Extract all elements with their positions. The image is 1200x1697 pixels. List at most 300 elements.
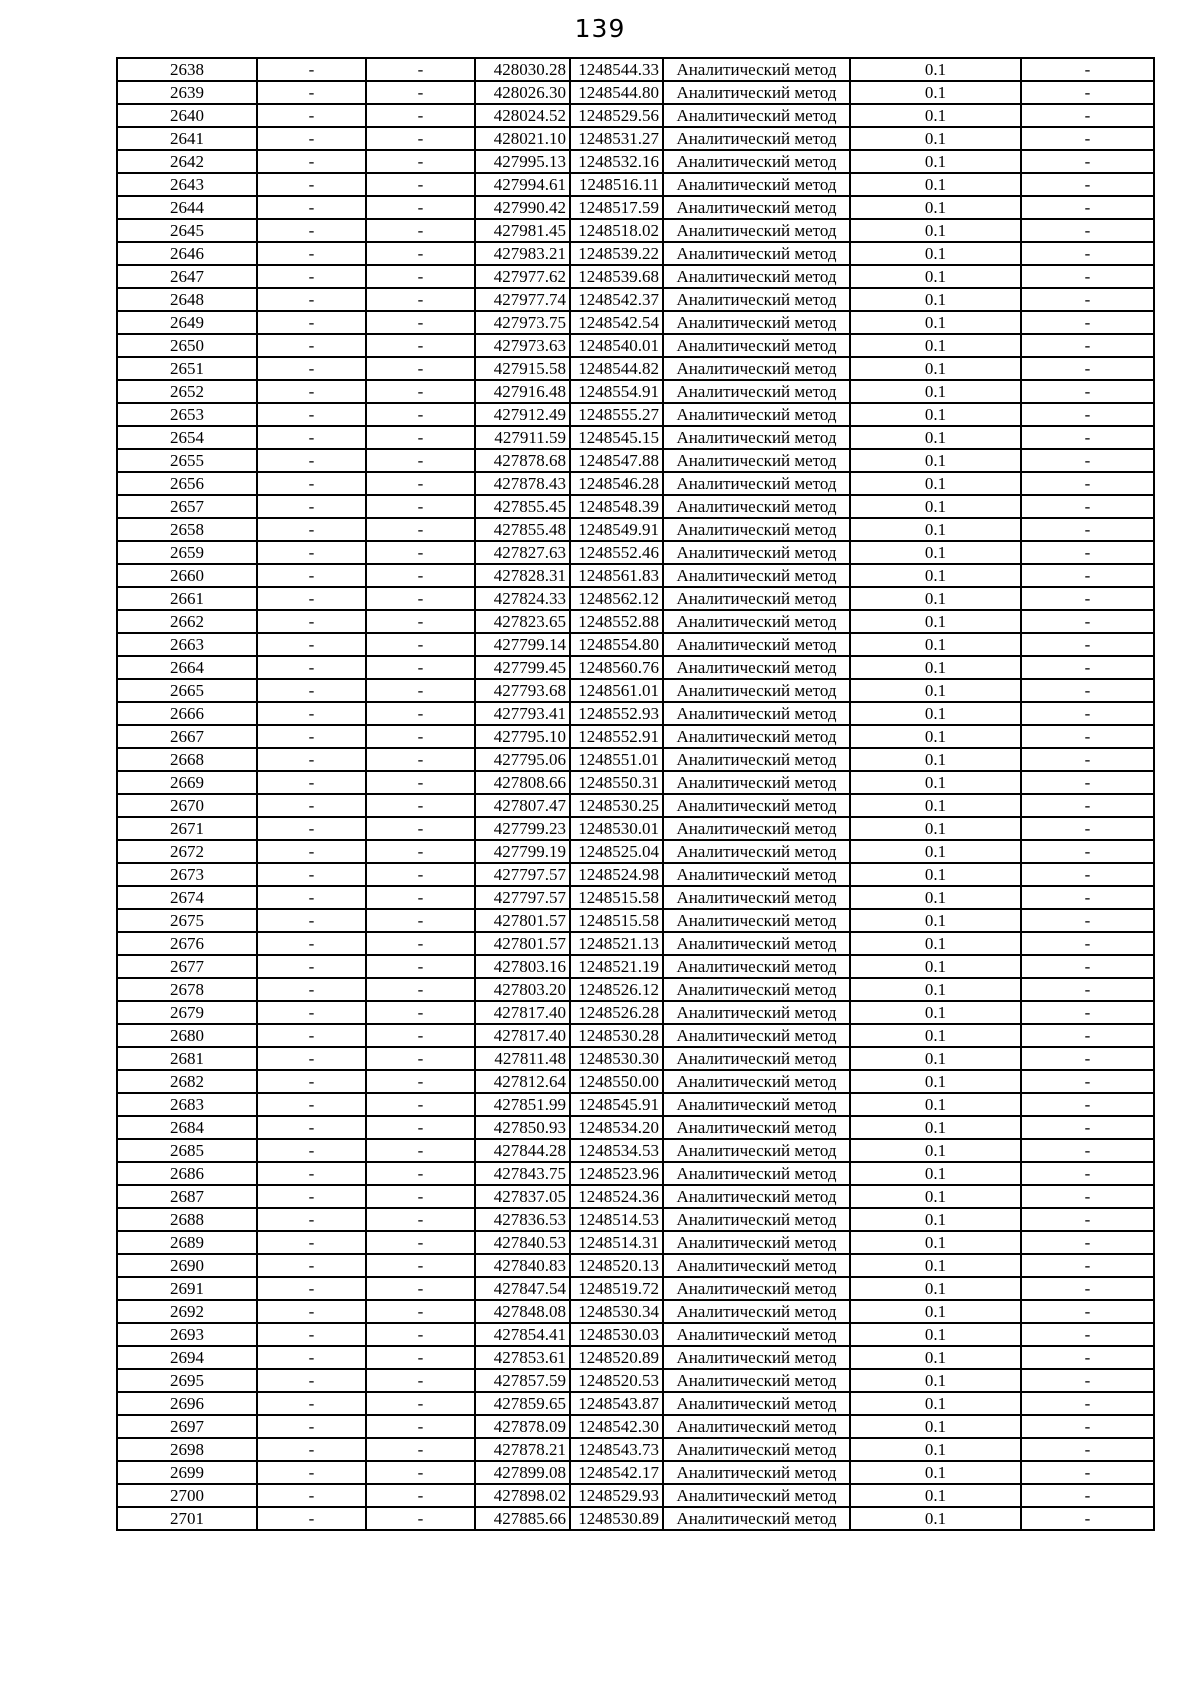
accuracy-cell: 0.1 <box>850 1300 1021 1323</box>
description-cell: - <box>1021 748 1154 771</box>
dash-cell: - <box>257 794 366 817</box>
table-row <box>117 1208 1154 1231</box>
dash-cell: - <box>366 1024 475 1047</box>
accuracy-cell: 0.1 <box>850 242 1021 265</box>
table-row <box>117 242 1154 265</box>
method-cell: Аналитический метод <box>663 403 850 426</box>
description-cell: - <box>1021 610 1154 633</box>
dash-cell: - <box>257 909 366 932</box>
dash-cell: - <box>366 1162 475 1185</box>
y-coordinate-cell: 1248530.30 <box>570 1047 663 1070</box>
dash-cell: - <box>257 587 366 610</box>
table-row <box>117 725 1154 748</box>
accuracy-cell: 0.1 <box>850 1070 1021 1093</box>
dash-cell: - <box>366 150 475 173</box>
accuracy-cell: 0.1 <box>850 403 1021 426</box>
dash-cell: - <box>257 541 366 564</box>
method-cell: Аналитический метод <box>663 978 850 1001</box>
dash-cell: - <box>257 725 366 748</box>
dash-cell: - <box>257 1047 366 1070</box>
method-cell: Аналитический метод <box>663 886 850 909</box>
dash-cell: - <box>366 564 475 587</box>
description-cell: - <box>1021 932 1154 955</box>
point-number-cell: 2653 <box>117 403 257 426</box>
point-number-cell: 2648 <box>117 288 257 311</box>
description-cell: - <box>1021 311 1154 334</box>
x-coordinate-cell: 427848.08 <box>475 1300 570 1323</box>
y-coordinate-cell: 1248521.19 <box>570 955 663 978</box>
method-cell: Аналитический метод <box>663 127 850 150</box>
x-coordinate-cell: 428026.30 <box>475 81 570 104</box>
table-row <box>117 1369 1154 1392</box>
y-coordinate-cell: 1248542.37 <box>570 288 663 311</box>
accuracy-cell: 0.1 <box>850 1323 1021 1346</box>
dash-cell: - <box>257 932 366 955</box>
point-number-cell: 2665 <box>117 679 257 702</box>
method-cell: Аналитический метод <box>663 1484 850 1507</box>
method-cell: Аналитический метод <box>663 380 850 403</box>
x-coordinate-cell: 427912.49 <box>475 403 570 426</box>
point-number-cell: 2642 <box>117 150 257 173</box>
y-coordinate-cell: 1248546.28 <box>570 472 663 495</box>
table-row <box>117 127 1154 150</box>
table-row <box>117 426 1154 449</box>
description-cell: - <box>1021 633 1154 656</box>
method-cell: Аналитический метод <box>663 1369 850 1392</box>
accuracy-cell: 0.1 <box>850 1185 1021 1208</box>
method-cell: Аналитический метод <box>663 449 850 472</box>
y-coordinate-cell: 1248561.83 <box>570 564 663 587</box>
y-coordinate-cell: 1248532.16 <box>570 150 663 173</box>
dash-cell: - <box>366 1300 475 1323</box>
table-row <box>117 1438 1154 1461</box>
x-coordinate-cell: 427799.23 <box>475 817 570 840</box>
accuracy-cell: 0.1 <box>850 1116 1021 1139</box>
table-row <box>117 932 1154 955</box>
table-row <box>117 748 1154 771</box>
dash-cell: - <box>366 426 475 449</box>
dash-cell: - <box>257 426 366 449</box>
point-number-cell: 2650 <box>117 334 257 357</box>
method-cell: Аналитический метод <box>663 334 850 357</box>
y-coordinate-cell: 1248555.27 <box>570 403 663 426</box>
y-coordinate-cell: 1248530.89 <box>570 1507 663 1530</box>
accuracy-cell: 0.1 <box>850 725 1021 748</box>
y-coordinate-cell: 1248539.68 <box>570 265 663 288</box>
table-row <box>117 1001 1154 1024</box>
dash-cell: - <box>257 495 366 518</box>
dash-cell: - <box>257 610 366 633</box>
x-coordinate-cell: 427995.13 <box>475 150 570 173</box>
table-row <box>117 357 1154 380</box>
dash-cell: - <box>257 265 366 288</box>
y-coordinate-cell: 1248552.91 <box>570 725 663 748</box>
x-coordinate-cell: 427823.65 <box>475 610 570 633</box>
x-coordinate-cell: 427898.02 <box>475 1484 570 1507</box>
method-cell: Аналитический метод <box>663 357 850 380</box>
x-coordinate-cell: 427793.68 <box>475 679 570 702</box>
method-cell: Аналитический метод <box>663 1323 850 1346</box>
point-number-cell: 2701 <box>117 1507 257 1530</box>
table-row <box>117 104 1154 127</box>
dash-cell: - <box>257 104 366 127</box>
accuracy-cell: 0.1 <box>850 610 1021 633</box>
y-coordinate-cell: 1248516.11 <box>570 173 663 196</box>
x-coordinate-cell: 427847.54 <box>475 1277 570 1300</box>
accuracy-cell: 0.1 <box>850 173 1021 196</box>
method-cell: Аналитический метод <box>663 265 850 288</box>
x-coordinate-cell: 427797.57 <box>475 886 570 909</box>
method-cell: Аналитический метод <box>663 748 850 771</box>
y-coordinate-cell: 1248524.98 <box>570 863 663 886</box>
method-cell: Аналитический метод <box>663 863 850 886</box>
dash-cell: - <box>366 1231 475 1254</box>
x-coordinate-cell: 427859.65 <box>475 1392 570 1415</box>
point-number-cell: 2693 <box>117 1323 257 1346</box>
x-coordinate-cell: 427844.28 <box>475 1139 570 1162</box>
x-coordinate-cell: 427973.63 <box>475 334 570 357</box>
dash-cell: - <box>257 380 366 403</box>
dash-cell: - <box>257 1438 366 1461</box>
table-row <box>117 1323 1154 1346</box>
y-coordinate-cell: 1248519.72 <box>570 1277 663 1300</box>
x-coordinate-cell: 427994.61 <box>475 173 570 196</box>
method-cell: Аналитический метод <box>663 1438 850 1461</box>
dash-cell: - <box>366 656 475 679</box>
method-cell: Аналитический метод <box>663 518 850 541</box>
point-number-cell: 2658 <box>117 518 257 541</box>
x-coordinate-cell: 427973.75 <box>475 311 570 334</box>
description-cell: - <box>1021 219 1154 242</box>
table-row <box>117 840 1154 863</box>
y-coordinate-cell: 1248529.56 <box>570 104 663 127</box>
table-row <box>117 1300 1154 1323</box>
table-row <box>117 955 1154 978</box>
accuracy-cell: 0.1 <box>850 1139 1021 1162</box>
dash-cell: - <box>257 403 366 426</box>
accuracy-cell: 0.1 <box>850 656 1021 679</box>
dash-cell: - <box>257 1208 366 1231</box>
dash-cell: - <box>366 311 475 334</box>
method-cell: Аналитический метод <box>663 1070 850 1093</box>
x-coordinate-cell: 427795.06 <box>475 748 570 771</box>
method-cell: Аналитический метод <box>663 771 850 794</box>
point-number-cell: 2657 <box>117 495 257 518</box>
accuracy-cell: 0.1 <box>850 311 1021 334</box>
y-coordinate-cell: 1248543.87 <box>570 1392 663 1415</box>
y-coordinate-cell: 1248530.03 <box>570 1323 663 1346</box>
dash-cell: - <box>257 748 366 771</box>
point-number-cell: 2639 <box>117 81 257 104</box>
description-cell: - <box>1021 656 1154 679</box>
dash-cell: - <box>366 357 475 380</box>
table-row <box>117 1415 1154 1438</box>
point-number-cell: 2656 <box>117 472 257 495</box>
description-cell: - <box>1021 1231 1154 1254</box>
method-cell: Аналитический метод <box>663 702 850 725</box>
dash-cell: - <box>257 449 366 472</box>
coordinates-table <box>116 57 1155 1531</box>
y-coordinate-cell: 1248562.12 <box>570 587 663 610</box>
table-row <box>117 403 1154 426</box>
accuracy-cell: 0.1 <box>850 58 1021 81</box>
dash-cell: - <box>366 173 475 196</box>
accuracy-cell: 0.1 <box>850 150 1021 173</box>
table-row <box>117 1139 1154 1162</box>
x-coordinate-cell: 427803.16 <box>475 955 570 978</box>
dash-cell: - <box>257 978 366 1001</box>
description-cell: - <box>1021 380 1154 403</box>
x-coordinate-cell: 427853.61 <box>475 1346 570 1369</box>
x-coordinate-cell: 428021.10 <box>475 127 570 150</box>
point-number-cell: 2643 <box>117 173 257 196</box>
dash-cell: - <box>366 81 475 104</box>
dash-cell: - <box>366 288 475 311</box>
method-cell: Аналитический метод <box>663 541 850 564</box>
dash-cell: - <box>257 955 366 978</box>
description-cell: - <box>1021 702 1154 725</box>
method-cell: Аналитический метод <box>663 1231 850 1254</box>
y-coordinate-cell: 1248520.89 <box>570 1346 663 1369</box>
description-cell: - <box>1021 794 1154 817</box>
dash-cell: - <box>366 955 475 978</box>
point-number-cell: 2645 <box>117 219 257 242</box>
table-row <box>117 1024 1154 1047</box>
point-number-cell: 2697 <box>117 1415 257 1438</box>
point-number-cell: 2690 <box>117 1254 257 1277</box>
table-row <box>117 1392 1154 1415</box>
dash-cell: - <box>366 449 475 472</box>
table-row <box>117 1461 1154 1484</box>
dash-cell: - <box>366 1484 475 1507</box>
dash-cell: - <box>257 1116 366 1139</box>
table-row <box>117 196 1154 219</box>
description-cell: - <box>1021 1024 1154 1047</box>
point-number-cell: 2678 <box>117 978 257 1001</box>
x-coordinate-cell: 427840.83 <box>475 1254 570 1277</box>
x-coordinate-cell: 427840.53 <box>475 1231 570 1254</box>
x-coordinate-cell: 428030.28 <box>475 58 570 81</box>
point-number-cell: 2668 <box>117 748 257 771</box>
table-row <box>117 81 1154 104</box>
description-cell: - <box>1021 1070 1154 1093</box>
y-coordinate-cell: 1248514.31 <box>570 1231 663 1254</box>
description-cell: - <box>1021 127 1154 150</box>
dash-cell: - <box>257 771 366 794</box>
dash-cell: - <box>366 219 475 242</box>
x-coordinate-cell: 427828.31 <box>475 564 570 587</box>
table-row <box>117 1484 1154 1507</box>
dash-cell: - <box>257 127 366 150</box>
dash-cell: - <box>257 1277 366 1300</box>
description-cell: - <box>1021 1116 1154 1139</box>
method-cell: Аналитический метод <box>663 725 850 748</box>
table-row <box>117 1185 1154 1208</box>
y-coordinate-cell: 1248560.76 <box>570 656 663 679</box>
y-coordinate-cell: 1248521.13 <box>570 932 663 955</box>
y-coordinate-cell: 1248544.82 <box>570 357 663 380</box>
method-cell: Аналитический метод <box>663 1346 850 1369</box>
x-coordinate-cell: 427801.57 <box>475 909 570 932</box>
table-row <box>117 1346 1154 1369</box>
table-row <box>117 1093 1154 1116</box>
dash-cell: - <box>257 58 366 81</box>
method-cell: Аналитический метод <box>663 288 850 311</box>
description-cell: - <box>1021 403 1154 426</box>
dash-cell: - <box>257 242 366 265</box>
dash-cell: - <box>257 1070 366 1093</box>
y-coordinate-cell: 1248526.12 <box>570 978 663 1001</box>
dash-cell: - <box>257 1461 366 1484</box>
description-cell: - <box>1021 1415 1154 1438</box>
page-number: 139 <box>574 14 626 43</box>
dash-cell: - <box>257 81 366 104</box>
point-number-cell: 2641 <box>117 127 257 150</box>
description-cell: - <box>1021 1346 1154 1369</box>
x-coordinate-cell: 427807.47 <box>475 794 570 817</box>
x-coordinate-cell: 427977.62 <box>475 265 570 288</box>
method-cell: Аналитический метод <box>663 311 850 334</box>
dash-cell: - <box>366 978 475 1001</box>
y-coordinate-cell: 1248520.13 <box>570 1254 663 1277</box>
accuracy-cell: 0.1 <box>850 219 1021 242</box>
table-row <box>117 564 1154 587</box>
point-number-cell: 2688 <box>117 1208 257 1231</box>
x-coordinate-cell: 427801.57 <box>475 932 570 955</box>
description-cell: - <box>1021 863 1154 886</box>
point-number-cell: 2675 <box>117 909 257 932</box>
accuracy-cell: 0.1 <box>850 495 1021 518</box>
point-number-cell: 2691 <box>117 1277 257 1300</box>
table-row <box>117 518 1154 541</box>
dash-cell: - <box>366 127 475 150</box>
table-row <box>117 886 1154 909</box>
y-coordinate-cell: 1248520.53 <box>570 1369 663 1392</box>
table-row <box>117 334 1154 357</box>
description-cell: - <box>1021 1185 1154 1208</box>
x-coordinate-cell: 427911.59 <box>475 426 570 449</box>
accuracy-cell: 0.1 <box>850 1162 1021 1185</box>
y-coordinate-cell: 1248526.28 <box>570 1001 663 1024</box>
dash-cell: - <box>257 1024 366 1047</box>
dash-cell: - <box>257 288 366 311</box>
table-row <box>117 702 1154 725</box>
point-number-cell: 2672 <box>117 840 257 863</box>
y-coordinate-cell: 1248518.02 <box>570 219 663 242</box>
accuracy-cell: 0.1 <box>850 863 1021 886</box>
description-cell: - <box>1021 334 1154 357</box>
dash-cell: - <box>257 1093 366 1116</box>
description-cell: - <box>1021 265 1154 288</box>
x-coordinate-cell: 427799.14 <box>475 633 570 656</box>
method-cell: Аналитический метод <box>663 1047 850 1070</box>
dash-cell: - <box>257 1162 366 1185</box>
accuracy-cell: 0.1 <box>850 748 1021 771</box>
point-number-cell: 2700 <box>117 1484 257 1507</box>
dash-cell: - <box>257 1507 366 1530</box>
y-coordinate-cell: 1248554.80 <box>570 633 663 656</box>
y-coordinate-cell: 1248552.93 <box>570 702 663 725</box>
accuracy-cell: 0.1 <box>850 1001 1021 1024</box>
accuracy-cell: 0.1 <box>850 196 1021 219</box>
accuracy-cell: 0.1 <box>850 1346 1021 1369</box>
description-cell: - <box>1021 242 1154 265</box>
point-number-cell: 2646 <box>117 242 257 265</box>
dash-cell: - <box>366 1392 475 1415</box>
dash-cell: - <box>366 610 475 633</box>
dash-cell: - <box>366 495 475 518</box>
dash-cell: - <box>366 1415 475 1438</box>
description-cell: - <box>1021 955 1154 978</box>
x-coordinate-cell: 427899.08 <box>475 1461 570 1484</box>
method-cell: Аналитический метод <box>663 242 850 265</box>
dash-cell: - <box>366 380 475 403</box>
table-row <box>117 633 1154 656</box>
y-coordinate-cell: 1248544.80 <box>570 81 663 104</box>
x-coordinate-cell: 427793.41 <box>475 702 570 725</box>
dash-cell: - <box>257 1484 366 1507</box>
accuracy-cell: 0.1 <box>850 288 1021 311</box>
accuracy-cell: 0.1 <box>850 1277 1021 1300</box>
point-number-cell: 2652 <box>117 380 257 403</box>
accuracy-cell: 0.1 <box>850 127 1021 150</box>
description-cell: - <box>1021 978 1154 1001</box>
method-cell: Аналитический метод <box>663 564 850 587</box>
x-coordinate-cell: 427795.10 <box>475 725 570 748</box>
accuracy-cell: 0.1 <box>850 449 1021 472</box>
y-coordinate-cell: 1248561.01 <box>570 679 663 702</box>
accuracy-cell: 0.1 <box>850 1254 1021 1277</box>
y-coordinate-cell: 1248542.17 <box>570 1461 663 1484</box>
y-coordinate-cell: 1248515.58 <box>570 909 663 932</box>
dash-cell: - <box>366 58 475 81</box>
accuracy-cell: 0.1 <box>850 840 1021 863</box>
dash-cell: - <box>366 886 475 909</box>
method-cell: Аналитический метод <box>663 1001 850 1024</box>
dash-cell: - <box>366 242 475 265</box>
description-cell: - <box>1021 725 1154 748</box>
method-cell: Аналитический метод <box>663 817 850 840</box>
table-row <box>117 1162 1154 1185</box>
point-number-cell: 2699 <box>117 1461 257 1484</box>
table-row <box>117 771 1154 794</box>
dash-cell: - <box>366 863 475 886</box>
dash-cell: - <box>257 863 366 886</box>
table-row <box>117 265 1154 288</box>
dash-cell: - <box>366 679 475 702</box>
method-cell: Аналитический метод <box>663 1277 850 1300</box>
y-coordinate-cell: 1248550.31 <box>570 771 663 794</box>
y-coordinate-cell: 1248540.01 <box>570 334 663 357</box>
coordinates-table-body <box>117 58 1154 1530</box>
description-cell: - <box>1021 1047 1154 1070</box>
x-coordinate-cell: 427843.75 <box>475 1162 570 1185</box>
x-coordinate-cell: 427990.42 <box>475 196 570 219</box>
table-row <box>117 150 1154 173</box>
method-cell: Аналитический метод <box>663 1300 850 1323</box>
dash-cell: - <box>366 104 475 127</box>
y-coordinate-cell: 1248549.91 <box>570 518 663 541</box>
table-row <box>117 541 1154 564</box>
description-cell: - <box>1021 1162 1154 1185</box>
point-number-cell: 2682 <box>117 1070 257 1093</box>
dash-cell: - <box>366 403 475 426</box>
dash-cell: - <box>257 357 366 380</box>
accuracy-cell: 0.1 <box>850 1484 1021 1507</box>
accuracy-cell: 0.1 <box>850 380 1021 403</box>
x-coordinate-cell: 427878.68 <box>475 449 570 472</box>
x-coordinate-cell: 427878.09 <box>475 1415 570 1438</box>
